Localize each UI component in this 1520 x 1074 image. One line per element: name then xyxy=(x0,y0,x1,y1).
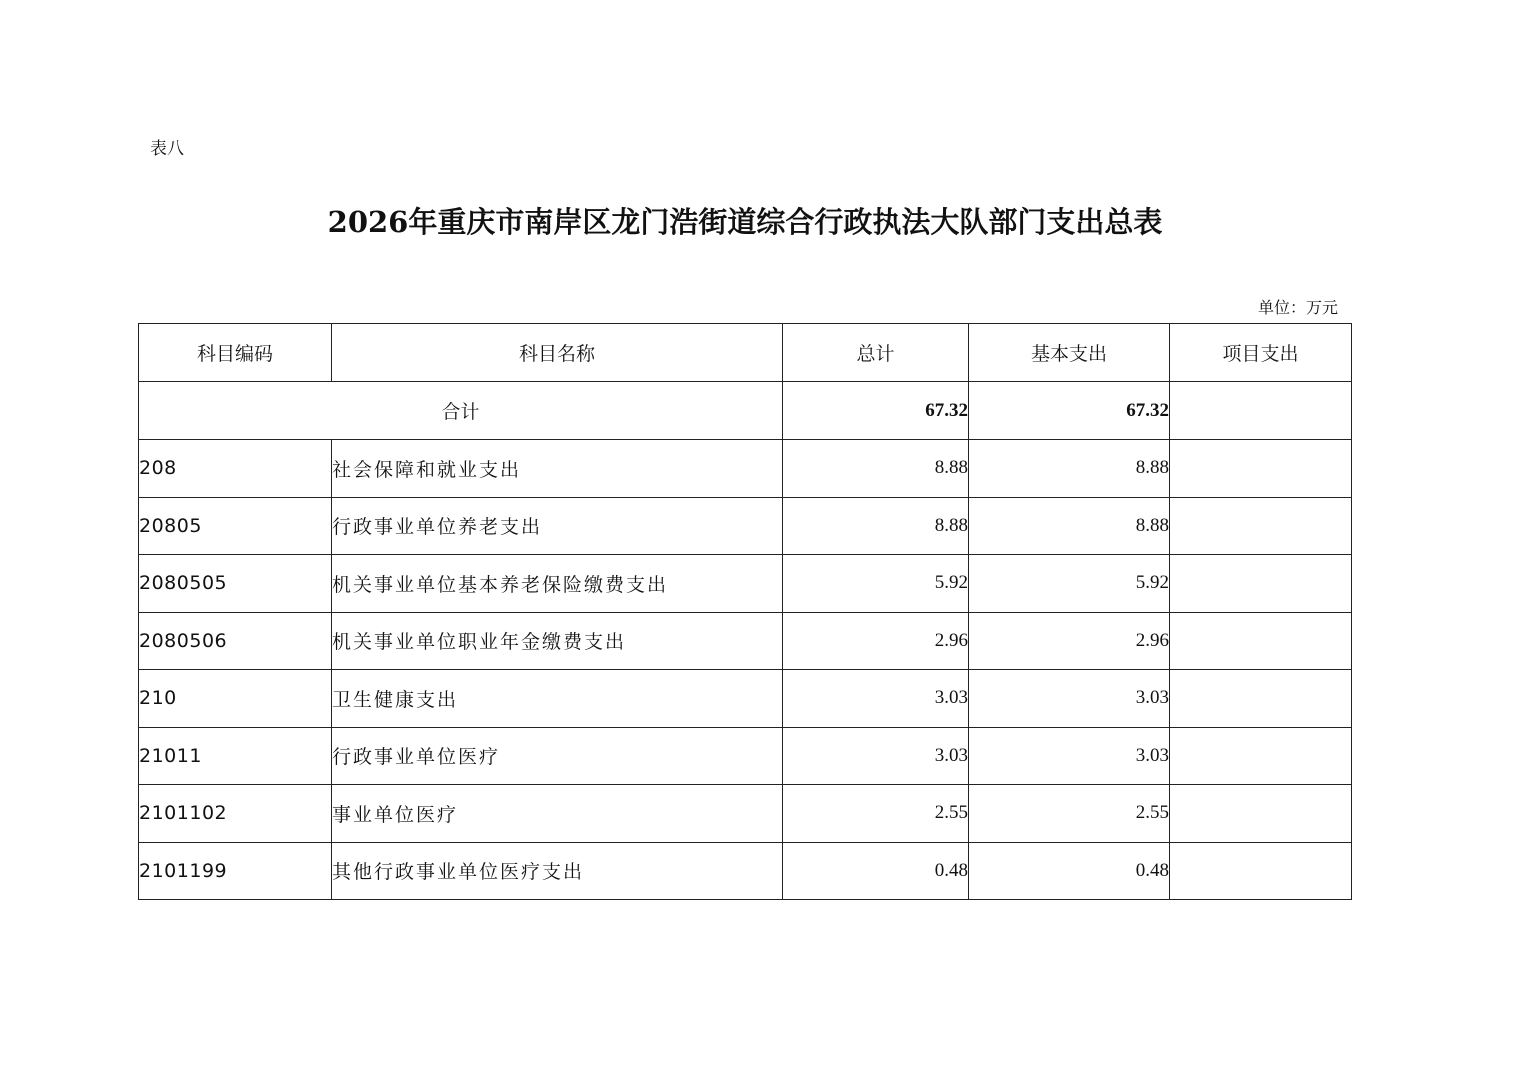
total-cell: 8.88 xyxy=(783,440,969,498)
project-expenditure-cell xyxy=(1170,727,1352,785)
header-total: 总计 xyxy=(783,324,969,382)
basic-expenditure-cell: 3.03 xyxy=(969,727,1170,785)
basic-expenditure-cell: 2.55 xyxy=(969,785,1170,843)
table-header-row xyxy=(139,324,1352,382)
header-subject-name: 科目名称 xyxy=(332,324,783,382)
total-cell: 2.96 xyxy=(783,612,969,670)
header-basic-expenditure: 基本支出 xyxy=(969,324,1170,382)
subject-name-cell: 其他行政事业单位医疗支出 xyxy=(332,842,783,900)
basic-expenditure-cell: 8.88 xyxy=(969,497,1170,555)
document-title: 2026年重庆市南岸区龙门浩街道综合行政执法大队部门支出总表 xyxy=(327,205,1163,239)
unit-label: 单位：万元 xyxy=(1257,298,1338,317)
subject-name-cell: 机关事业单位职业年金缴费支出 xyxy=(332,612,783,670)
subject-name-cell: 行政事业单位医疗 xyxy=(332,727,783,785)
subject-code-cell: 2101199 xyxy=(139,842,332,900)
total-cell: 0.48 xyxy=(783,842,969,900)
table-row xyxy=(139,497,1352,555)
subject-code-cell: 2080505 xyxy=(139,555,332,613)
table-row xyxy=(139,440,1352,498)
table-row xyxy=(139,842,1352,900)
subject-name-cell: 社会保障和就业支出 xyxy=(332,440,783,498)
basic-expenditure-cell: 5.92 xyxy=(969,555,1170,613)
table-row xyxy=(139,785,1352,843)
project-expenditure-cell xyxy=(1170,497,1352,555)
header-subject-code: 科目编码 xyxy=(139,324,332,382)
table-row xyxy=(139,727,1352,785)
total-row xyxy=(139,382,1352,440)
total-project-cell xyxy=(1170,382,1352,440)
expenditure-table xyxy=(138,323,1352,900)
subject-code-cell: 208 xyxy=(139,440,332,498)
subject-code-cell: 21011 xyxy=(139,727,332,785)
table-row xyxy=(139,612,1352,670)
total-cell: 5.92 xyxy=(783,555,969,613)
total-cell: 8.88 xyxy=(783,497,969,555)
subject-name-cell: 行政事业单位养老支出 xyxy=(332,497,783,555)
total-cell: 3.03 xyxy=(783,727,969,785)
project-expenditure-cell xyxy=(1170,555,1352,613)
total-cell: 3.03 xyxy=(783,670,969,728)
subject-name-cell: 机关事业单位基本养老保险缴费支出 xyxy=(332,555,783,613)
subject-code-cell: 2080506 xyxy=(139,612,332,670)
table-row xyxy=(139,670,1352,728)
subject-code-cell: 20805 xyxy=(139,497,332,555)
table-row xyxy=(139,555,1352,613)
total-basic-cell: 67.32 xyxy=(969,382,1170,440)
subject-name-cell: 卫生健康支出 xyxy=(332,670,783,728)
project-expenditure-cell xyxy=(1170,842,1352,900)
project-expenditure-cell xyxy=(1170,785,1352,843)
basic-expenditure-cell: 0.48 xyxy=(969,842,1170,900)
basic-expenditure-cell: 3.03 xyxy=(969,670,1170,728)
total-sum-cell: 67.32 xyxy=(783,382,969,440)
project-expenditure-cell xyxy=(1170,612,1352,670)
subject-name-cell: 事业单位医疗 xyxy=(332,785,783,843)
subject-code-cell: 210 xyxy=(139,670,332,728)
subject-code-cell: 2101102 xyxy=(139,785,332,843)
project-expenditure-cell xyxy=(1170,670,1352,728)
table-number-label: 表八 xyxy=(150,139,184,159)
basic-expenditure-cell: 2.96 xyxy=(969,612,1170,670)
project-expenditure-cell xyxy=(1170,440,1352,498)
header-project-expenditure: 项目支出 xyxy=(1170,324,1352,382)
total-cell: 2.55 xyxy=(783,785,969,843)
total-label: 合计 xyxy=(139,382,783,440)
basic-expenditure-cell: 8.88 xyxy=(969,440,1170,498)
